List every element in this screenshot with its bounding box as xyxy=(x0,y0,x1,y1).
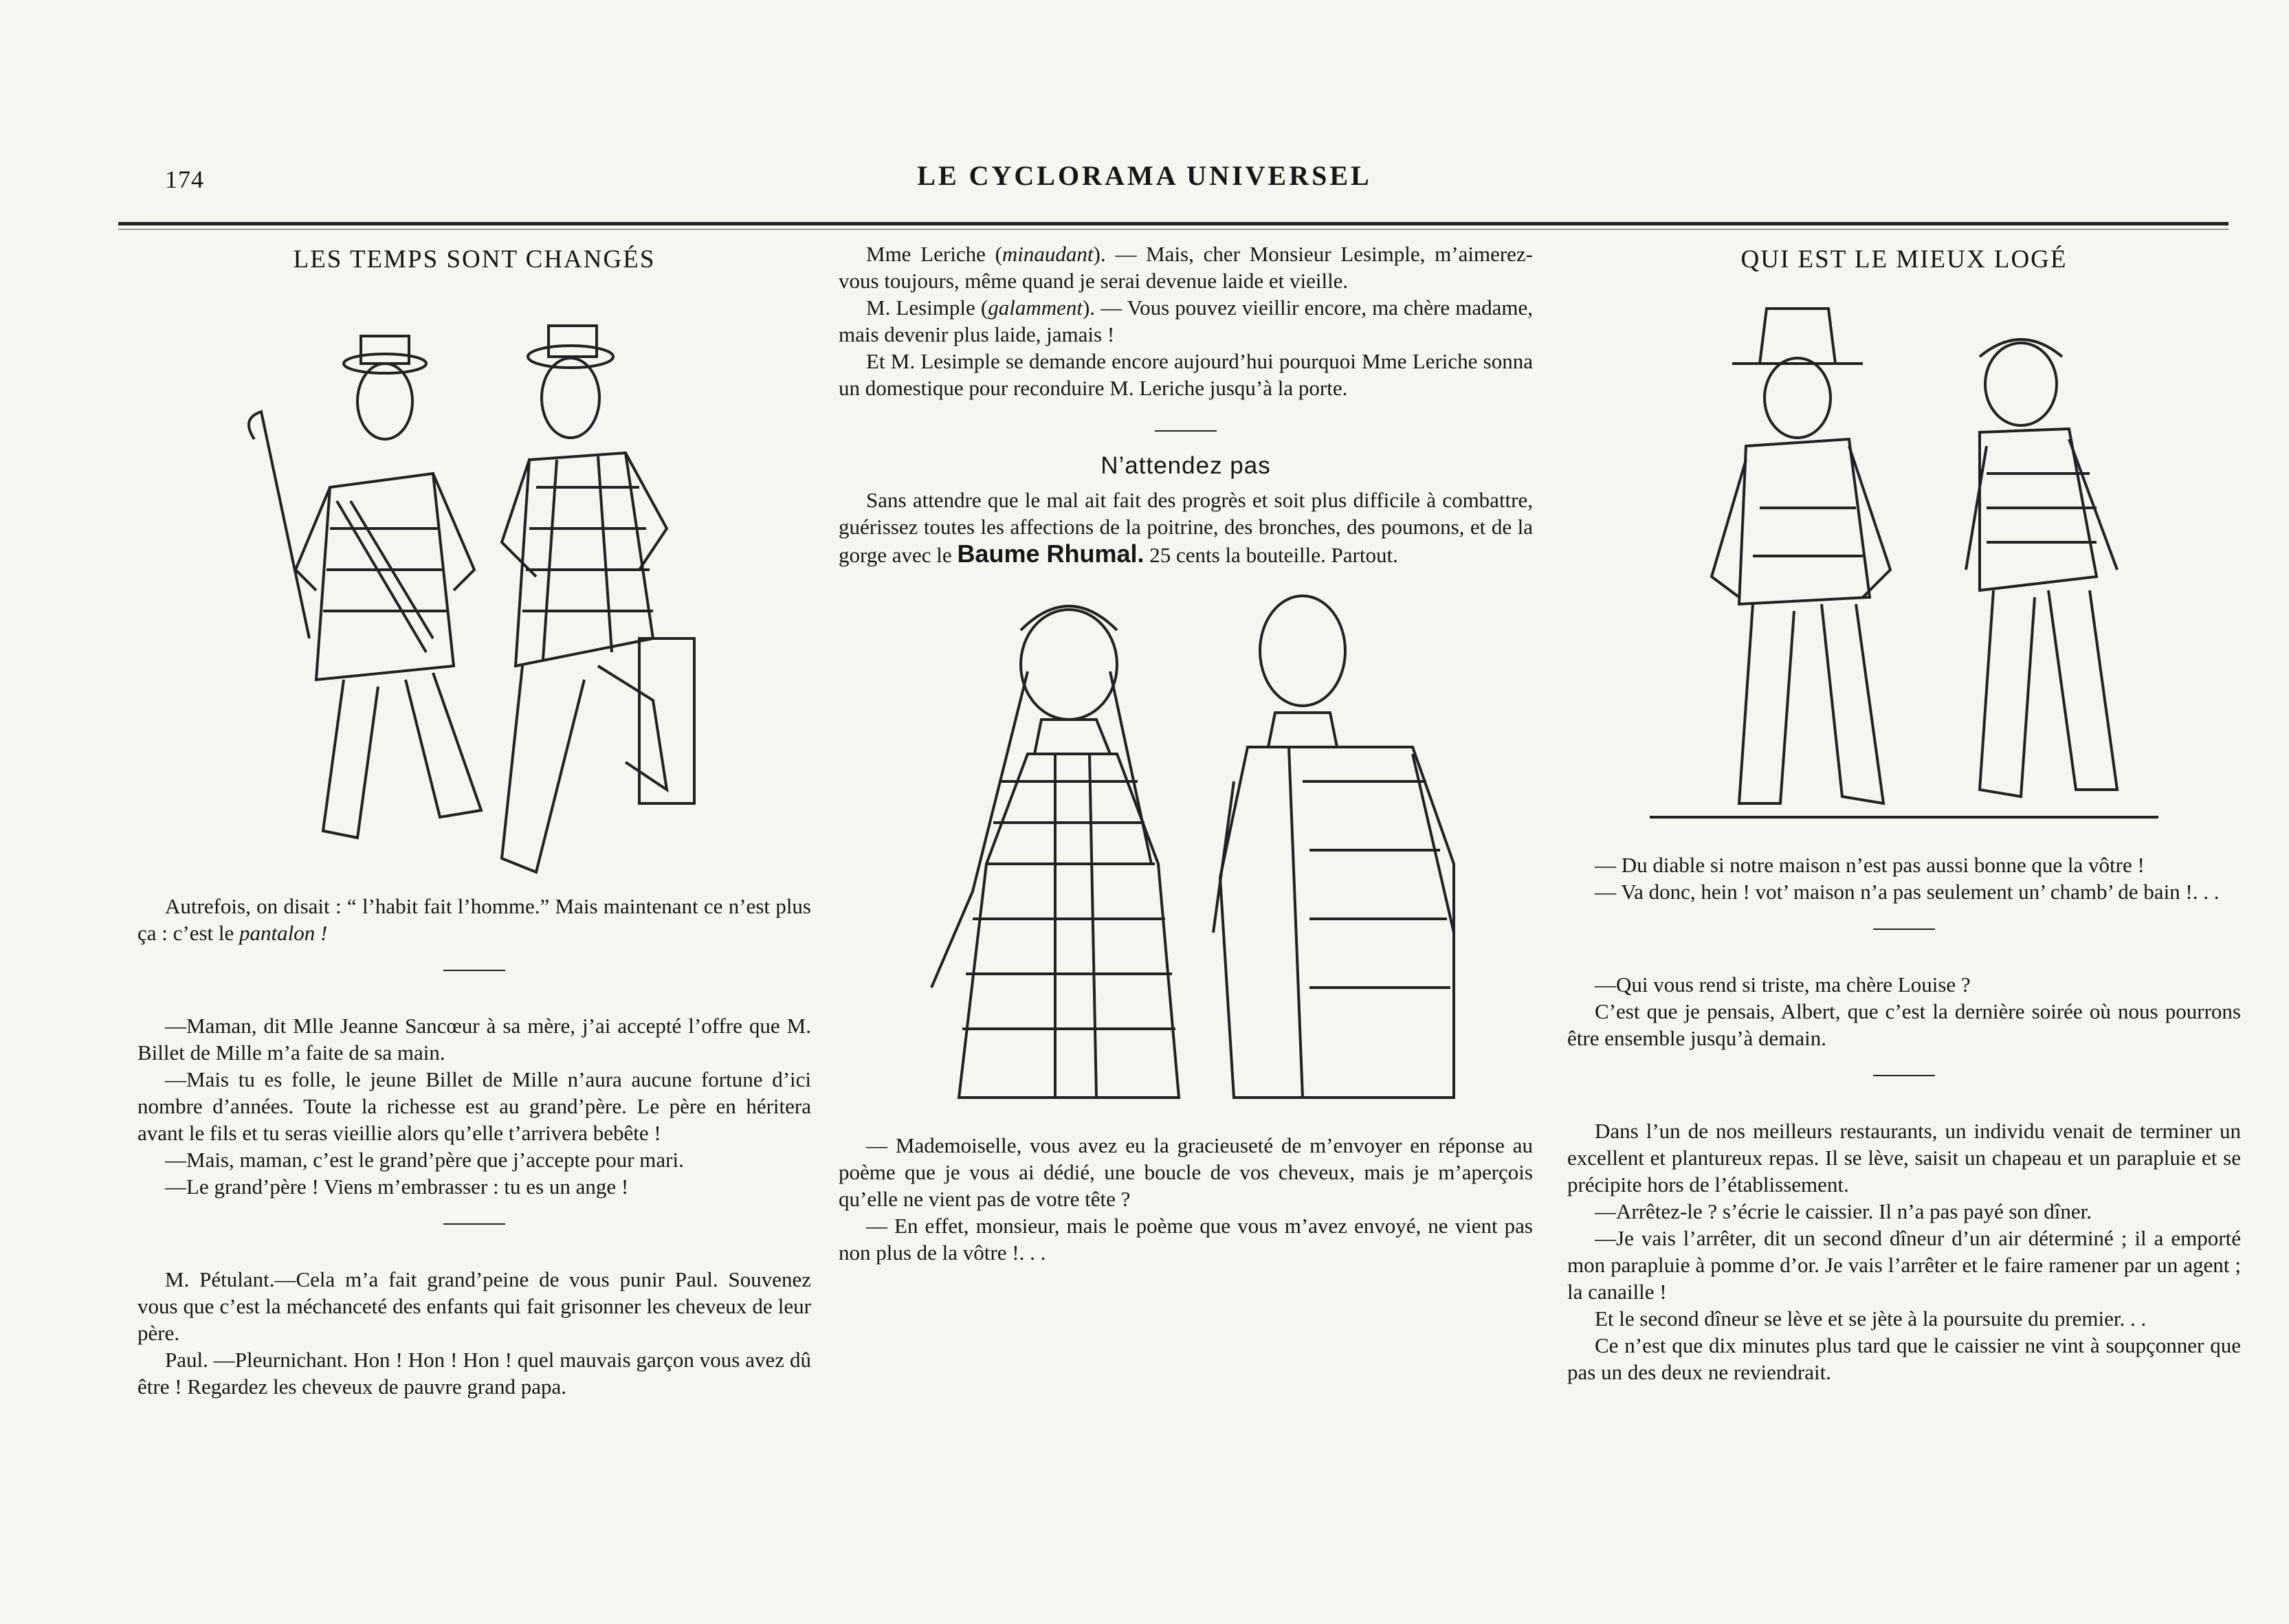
section-divider xyxy=(1873,1075,1935,1076)
caption-text: Autrefois, on disait : “ l’habit fait l’homme.” Mais maintenant ce n’est plus ça : c’est le xyxy=(137,894,811,945)
restaurant-story xyxy=(1567,1117,2241,1386)
paragraph: —Qui vous rend si triste, ma chère Louise ? xyxy=(1595,972,1971,997)
cartoon-caption xyxy=(137,893,811,946)
column-center xyxy=(839,241,1533,1266)
paragraph: Et M. Lesimple se demande encore aujourd’hui pourquoi Mme Leriche sonna un domestique pour reconduire M. Leriche jusqu’à la porte. xyxy=(839,349,1533,400)
paragraph: — Du diable si notre maison n’est pas aussi bonne que la vôtre ! xyxy=(1595,853,2145,877)
ad-title: N’attendez pas xyxy=(1101,452,1271,479)
text: ). — Mais, cher Monsieur Lesimple, m’aimerez-vous toujours, même quand je serai devenue laide et vieille. xyxy=(839,242,1533,293)
paragraph: Et le second dîneur se lève et se jète à la poursuite du premier. . . xyxy=(1595,1306,2147,1331)
section-divider xyxy=(443,1223,505,1225)
paragraph: C’est que je pensais, Albert, que c’est la dernière soirée où nous pourrons être ensemble jusqu’à demain. xyxy=(1567,999,2241,1050)
header-rule xyxy=(118,222,2229,225)
ad-text: 25 cents la bouteille. Partout. xyxy=(1144,543,1398,567)
paragraph: —Maman, dit Mlle Jeanne Sancœur à sa mère, j’ai accepté l’offre que M. Billet de Mille m’a faite de sa main. xyxy=(137,1014,811,1065)
text: M. Lesimple ( xyxy=(866,296,988,320)
louise-dialog xyxy=(1567,971,2241,1052)
page-number: 174 xyxy=(165,166,204,193)
text: ). — Vous pouvez vieillir encore, ma chère madame, mais devenir plus laide, jamais ! xyxy=(839,296,1533,346)
section-divider xyxy=(1873,928,1935,930)
text: Mme Leriche ( xyxy=(866,242,1002,266)
ad-text: Sans attendre que le mal ait fait des progrès et soit plus difficile à combattre, guérissez toutes les affections de la poitrine, des bronches, des poumons, et de la gorge avec le xyxy=(839,488,1533,567)
section-divider xyxy=(443,970,505,971)
paragraph xyxy=(839,241,1533,294)
two-tramps-illustration xyxy=(1622,281,2186,845)
paragraph: —Mais, maman, c’est le grand’père que j’accepte pour mari. xyxy=(165,1148,684,1172)
cartoon-two-figures-illustration xyxy=(213,281,736,886)
tramps-dialog xyxy=(1567,852,2241,905)
paragraph: — En effet, monsieur, mais le poème que vous m’avez envoyé, ne vient pas non plus de la vôtre !. . . xyxy=(839,1214,1533,1265)
cartoon-title: LES TEMPS SONT CHANGÉS xyxy=(293,245,656,274)
paragraph: —Mais tu es folle, le jeune Billet de Mille n’aura aucune fortune d’ici nombre d’années. Toute la richesse est au grand’père. Le père en héritera avant le fils et tu seras vieillie alors qu’elle t’arrivera bebête ! xyxy=(137,1067,811,1145)
paragraph xyxy=(839,294,1533,348)
paragraph: —Le grand’père ! Viens m’embrasser : tu es un ange ! xyxy=(165,1175,629,1199)
masthead: LE CYCLORAMA UNIVERSEL xyxy=(917,160,1372,191)
couple-dialog xyxy=(839,1132,1533,1266)
ad-brand: Baume Rhumal. xyxy=(957,540,1144,568)
paragraph: — Va donc, hein ! vot’ maison n’a pas seulement un’ chamb’ de bain !. . . xyxy=(1595,880,2220,904)
paragraph: —Arrêtez-le ? s’écrie le caissier. Il n’a pas payé son dîner. xyxy=(1595,1199,2092,1223)
column-right xyxy=(1567,241,2241,1386)
text-italic: galamment xyxy=(988,296,1083,320)
text-italic: minaudant xyxy=(1002,242,1094,266)
paragraph: — Mademoiselle, vous avez eu la gracieuseté de m’envoyer en réponse au poème que je vous ai dédié, une boucle de vos cheveux, mais je m’aperçois qu’elle ne vient pas de votre tête ? xyxy=(839,1133,1533,1211)
paragraph: M. Pétulant.—Cela m’a fait grand’peine de vous punir Paul. Souvenez vous que c’est la méchanceté des enfants qui fait grisonner les cheveux de leur père. xyxy=(137,1267,811,1345)
caption-italic: pantalon ! xyxy=(239,921,328,945)
header-rule-thin xyxy=(118,229,2229,230)
paragraph: Paul. —Pleurnichant. Hon ! Hon ! Hon ! quel mauvais garçon vous avez dû être ! Regardez les cheveux de pauvre grand papa. xyxy=(137,1348,811,1399)
couple-illustration xyxy=(890,575,1481,1125)
paragraph: —Je vais l’arrêter, dit un second dîneur d’un air déterminé ; il a emporté mon parapluie à pomme d’or. Je vais l’arrêter et le faire ramener par un agent ; la canaille ! xyxy=(1567,1226,2241,1304)
story-petulant xyxy=(137,1266,811,1400)
paragraph: Ce n’est que dix minutes plus tard que le caissier ne vint à soupçonner que pas un des deux ne reviendrait. xyxy=(1567,1333,2241,1384)
section-divider xyxy=(1155,430,1217,432)
paragraph: Dans l’un de nos meilleurs restaurants, un individu venait de terminer un excellent et plantureux repas. Il se lève, saisit un chapeau et un parapluie et se précipite hors de l’établissement. xyxy=(1567,1119,2241,1197)
ad-paragraph xyxy=(839,487,1533,568)
story-sancoeur xyxy=(137,1012,811,1200)
column-left xyxy=(137,241,811,1400)
page-header xyxy=(0,159,2289,201)
cartoon-title: QUI EST LE MIEUX LOGÉ xyxy=(1740,245,2068,274)
